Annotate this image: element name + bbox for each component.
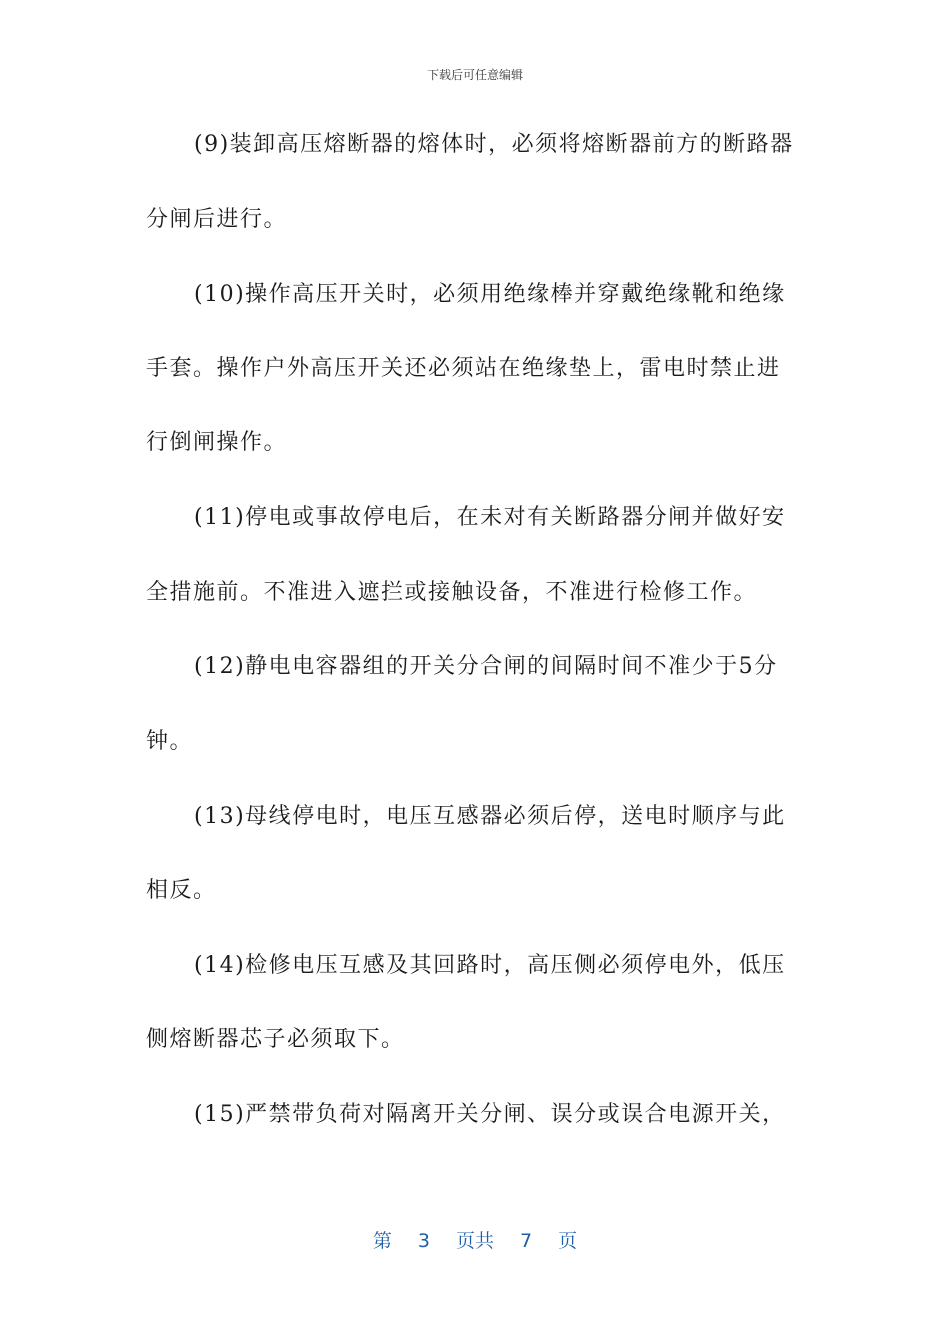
- paragraph-11-line-1: (11)停电或事故停电后，在未对有关断路器分闸并做好安: [194, 505, 786, 530]
- footer-page-number: 3: [417, 1230, 430, 1252]
- paragraph-13-line-1: (13)母线停电时，电压互感器必须后停，送电时顺序与此: [194, 804, 786, 829]
- paragraph-12-line-1: (12)静电电容器组的开关分合闸的间隔时间不准少于5分: [194, 654, 778, 679]
- footer-middle: 页共: [455, 1230, 494, 1252]
- paragraph-14-line-1: (14)检修电压互感及其回路时，高压侧必须停电外，低压: [194, 953, 786, 978]
- paragraph-15-line-1: (15)严禁带负荷对隔离开关分闸、误分或误合电源开关，: [194, 1102, 786, 1127]
- footer-suffix: 页: [558, 1230, 578, 1252]
- paragraph-12-line-2: 钟。: [146, 729, 194, 754]
- paragraph-10-line-2: 手套。操作户外高压开关还必须站在绝缘垫上，雷电时禁止进: [146, 356, 781, 381]
- paragraph-9-line-2: 分闸后进行。: [146, 207, 288, 232]
- paragraph-10-line-3: 行倒闸操作。: [146, 430, 288, 455]
- paragraph-11-line-2: 全措施前。不准进入遮拦或接触设备，不准进行检修工作。: [146, 580, 758, 605]
- page-header: 下载后可任意编辑: [426, 68, 523, 82]
- paragraph-9-line-1: (9)装卸高压熔断器的熔体时，必须将熔断器前方的断路器: [194, 132, 794, 157]
- page-footer: [0, 1226, 950, 1253]
- footer-prefix: 第: [372, 1230, 392, 1252]
- paragraph-10-line-1: (10)操作高压开关时，必须用绝缘棒并穿戴绝缘靴和绝缘: [194, 282, 786, 307]
- paragraph-14-line-2: 侧熔断器芯子必须取下。: [146, 1027, 405, 1052]
- paragraph-13-line-2: 相反。: [146, 878, 217, 903]
- footer-total-pages: 7: [520, 1230, 533, 1252]
